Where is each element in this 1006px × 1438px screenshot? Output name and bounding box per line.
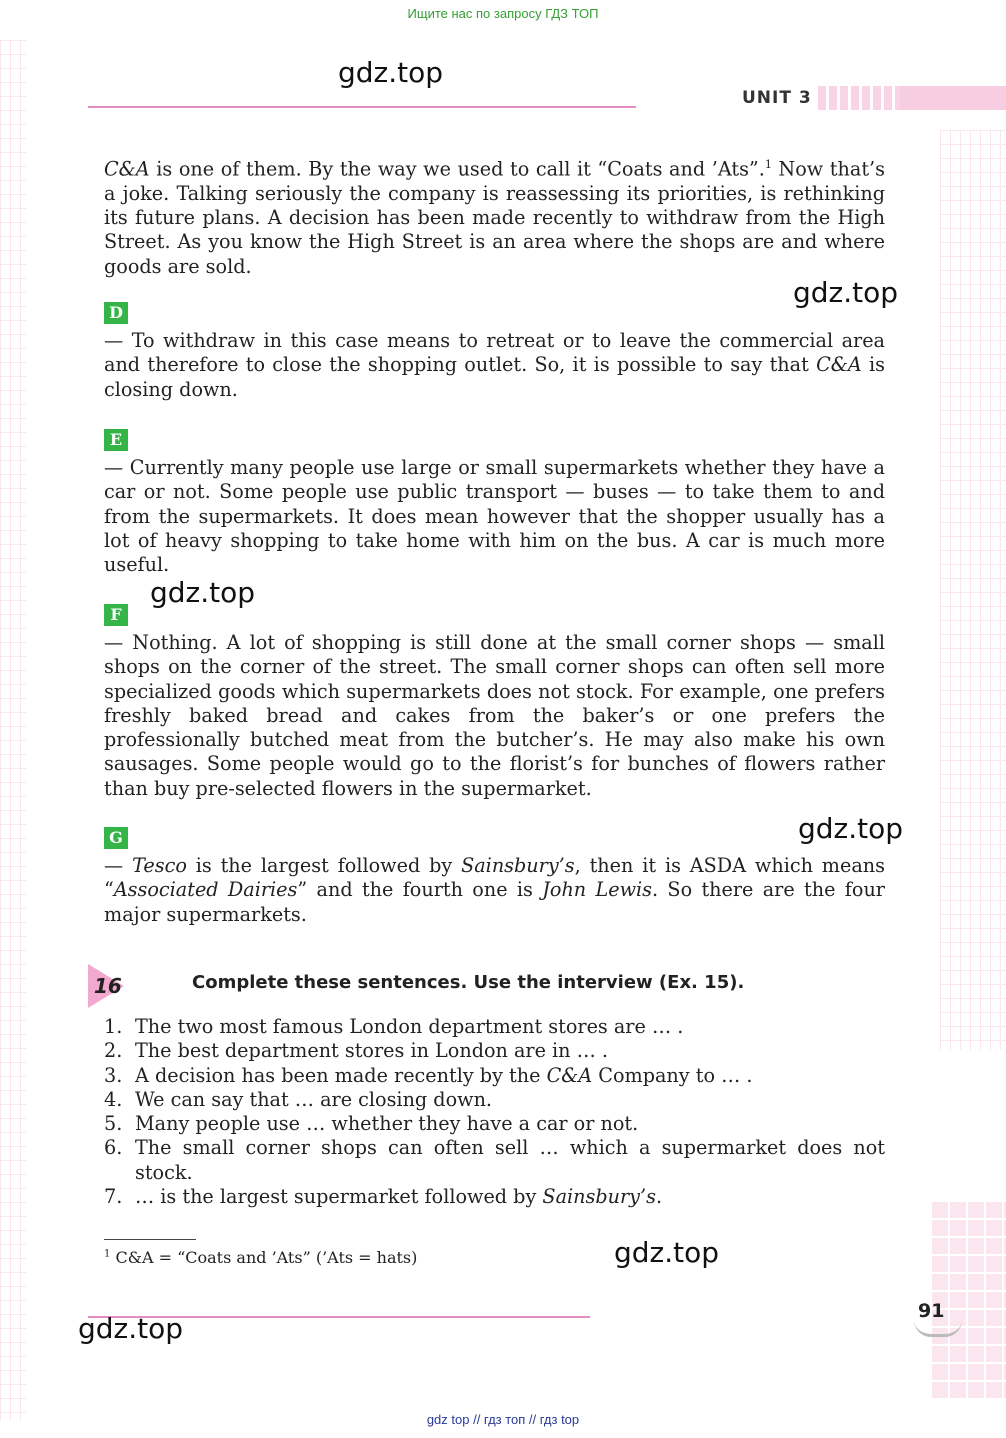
item-text: The small corner shops can often sell … which a supermarket does not stock. bbox=[135, 1136, 885, 1184]
item-number: 4. bbox=[104, 1087, 123, 1111]
list-item bbox=[104, 1136, 885, 1185]
section-d-text-2: is closing down. bbox=[104, 353, 885, 401]
sainsburys-name: Sainsbury’s bbox=[461, 854, 575, 877]
footnote-text: C&A = “Coats and ’Ats” (’Ats = hats) bbox=[110, 1248, 418, 1267]
section-d-text bbox=[104, 329, 885, 402]
list-item bbox=[104, 1185, 885, 1209]
intro-text-2: Now that’s a joke. Talking seriously the company is reassessing its priorities, is rethinking its future plans. A decision has been made recently to withdraw from the High Street. As you know the High Street is an area where the shops are and where goods are sold. bbox=[104, 157, 885, 278]
intro-text-1: is one of them. By the way we used to call it “Coats and ’Ats”. bbox=[149, 157, 765, 181]
item-number: 7. bbox=[104, 1185, 123, 1209]
left-margin-decoration bbox=[0, 40, 26, 1420]
list-item bbox=[104, 1088, 885, 1112]
item-text-pre: A decision has been made recently by the bbox=[135, 1063, 547, 1087]
section-badge-f: F bbox=[104, 604, 128, 626]
item-text-pre: … is the largest supermarket followed by bbox=[135, 1185, 543, 1209]
item-number: 1. bbox=[104, 1015, 123, 1038]
watermark: gdz.top bbox=[150, 576, 256, 609]
right-margin-decoration bbox=[940, 130, 1006, 1050]
section-badge-d: D bbox=[104, 302, 128, 324]
watermark: gdz.top bbox=[614, 1236, 720, 1269]
section-g-text-4: . So there are the four major supermarkets. bbox=[104, 878, 885, 926]
watermark: gdz.top bbox=[78, 1312, 184, 1345]
associated-dairies-name: Associated Dairies bbox=[113, 878, 298, 902]
dash: — bbox=[104, 854, 133, 877]
list-item bbox=[104, 1064, 885, 1088]
intro-paragraph bbox=[104, 153, 885, 279]
watermark: gdz.top bbox=[793, 276, 899, 309]
item-text: The best department stores in London are in … . bbox=[135, 1039, 609, 1063]
footnote bbox=[104, 1248, 417, 1267]
footnote-marker: 1 bbox=[104, 1248, 111, 1260]
item-text: We can say that … are closing down. bbox=[135, 1087, 493, 1111]
item-text: Many people use … whether they have a car or not. bbox=[135, 1112, 639, 1136]
item-text-post: . bbox=[655, 1185, 663, 1209]
company-name: C&A bbox=[546, 1063, 593, 1087]
list-item bbox=[104, 1039, 885, 1063]
section-g-text-1: is the largest followed by bbox=[186, 854, 462, 877]
item-number: 5. bbox=[104, 1112, 123, 1136]
company-name: C&A bbox=[816, 353, 862, 377]
exercise-list bbox=[104, 1015, 885, 1209]
list-item bbox=[104, 1112, 885, 1136]
unit-label bbox=[742, 88, 812, 108]
item-text-post: Company to … . bbox=[592, 1063, 753, 1087]
top-banner-link[interactable]: Ищите нас по запросу ГДЗ ТОП bbox=[407, 6, 599, 21]
watermark: gdz.top bbox=[798, 812, 904, 845]
tesco-name: Tesco bbox=[132, 854, 187, 877]
item-number: 2. bbox=[104, 1039, 123, 1063]
section-g-text-3: ” and the fourth one is bbox=[297, 878, 543, 902]
section-g-text-2: , then it is ASDA which means “ bbox=[104, 854, 885, 902]
page-number: 91 bbox=[918, 1300, 945, 1322]
john-lewis-name: John Lewis bbox=[542, 878, 652, 902]
exercise-title: Complete these sentences. Use the interview (Ex. 15). bbox=[192, 972, 745, 993]
header-rule bbox=[88, 106, 636, 108]
unit-label-text: UNIT bbox=[742, 88, 792, 108]
section-e-text: — Currently many people use large or small supermarkets whether they have a car or not. Some people use public transport — buses — to take them to and from the supermarkets. It does mean however that the shopper usually has a lot of heavy shopping to take home with him on the bus. A car is much more useful. bbox=[104, 456, 885, 577]
section-d-text-1: — To withdraw in this case means to retreat or to leave the commercial area and therefore to close the shopping outlet. So, it is possible to say that bbox=[104, 329, 885, 377]
company-name: Sainsbury’s bbox=[542, 1185, 656, 1209]
footnote-ref: 1 bbox=[764, 158, 772, 171]
section-g-text bbox=[104, 854, 885, 927]
section-badge-g: G bbox=[104, 827, 128, 849]
footnote-rule bbox=[104, 1239, 196, 1240]
item-text: The two most famous London department stores are … . bbox=[135, 1015, 684, 1038]
unit-strip-solid-decoration bbox=[900, 86, 1006, 110]
company-name: C&A bbox=[104, 157, 150, 181]
item-number: 6. bbox=[104, 1136, 123, 1160]
bottom-banner-links[interactable]: gdz top // гдз топ // гдз top bbox=[426, 1412, 580, 1427]
section-f-text: — Nothing. A lot of shopping is still done at the small corner shops — small shops on the corner of the street. The small corner shops can often sell more specialized goods which supermarkets does not stock. For example, one prefers freshly baked bread and cakes from the baker’s or one prefers the professionally butched meat from the butcher’s. He may also make his own sausages. Some people would go to the florist’s for bunches of flowers rather than buy pre-selected flowers in the supermarket. bbox=[104, 631, 885, 800]
unit-number: 3 bbox=[798, 88, 812, 108]
exercise-number: 16 bbox=[94, 974, 122, 998]
section-badge-e: E bbox=[104, 429, 128, 451]
watermark: gdz.top bbox=[338, 56, 444, 89]
item-number: 3. bbox=[104, 1063, 123, 1087]
list-item bbox=[104, 1015, 885, 1039]
